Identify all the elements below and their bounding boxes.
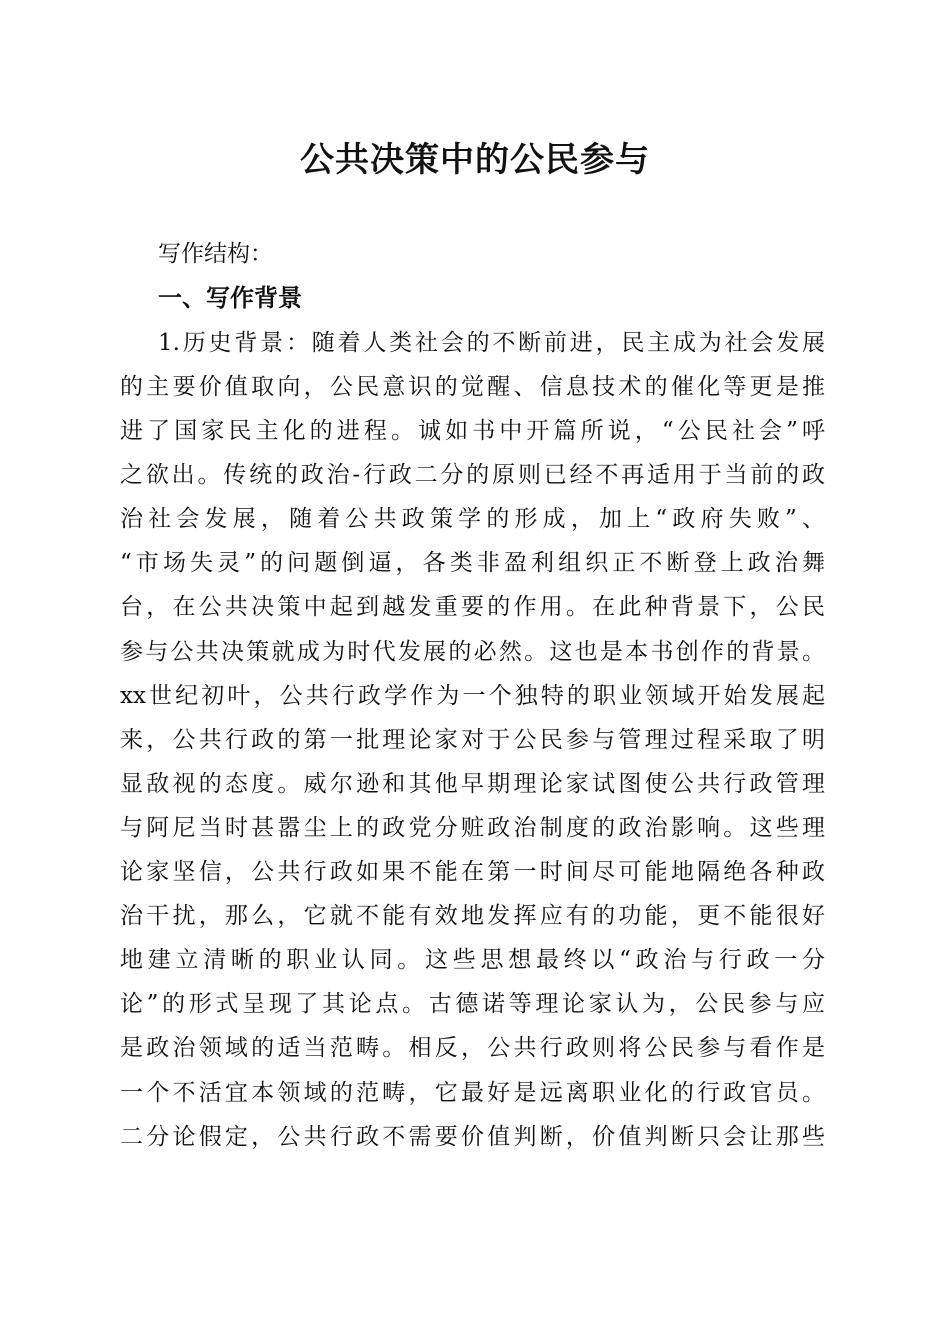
- paragraph-line: 是政治领域的适当范畴。相反，公共行政则将公民参与看作是: [120, 1035, 825, 1061]
- paragraph-line: 地建立清晰的职业认同。这些思想最终以“政治与行政一分: [120, 947, 825, 973]
- document-title: 公共决策中的公民参与: [300, 140, 650, 180]
- paragraph-line: 治干扰，那么，它就不能有效地发挥应有的功能，更不能很好: [120, 903, 825, 929]
- paragraph-line: “市场失灵”的问题倒逼，各类非盈利组织正不断登上政治舞: [120, 550, 825, 576]
- paragraph-line: 治社会发展，随着公共政策学的形成，加上“政府失败”、: [120, 506, 825, 532]
- section-heading: 一、写作背景: [158, 284, 302, 312]
- structure-label: 写作结构：: [158, 241, 273, 267]
- paragraph-line: 参与公共决策就成为时代发展的必然。这也是本书创作的背景。: [120, 639, 825, 665]
- paragraph-line: 论家坚信，公共行政如果不能在第一时间尽可能地隔绝各种政: [120, 859, 825, 885]
- paragraph-line: 来，公共行政的第一批理论家对于公民参与管理过程采取了明: [120, 727, 825, 753]
- paragraph-line: 显敌视的态度。威尔逊和其他早期理论家试图使公共行政管理: [120, 771, 825, 797]
- paragraph-line: 1.历史背景：随着人类社会的不断前进，民主成为社会发展: [158, 330, 825, 356]
- paragraph-line: 一个不活宜本领域的范畴，它最好是远离职业化的行政官员。: [120, 1080, 825, 1106]
- paragraph-line: 二分论假定，公共行政不需要价值判断，价值判断只会让那些: [120, 1124, 825, 1150]
- paragraph-line: xx世纪初叶，公共行政学作为一个独特的职业领域开始发展起: [120, 683, 825, 709]
- paragraph-line: 论”的形式呈现了其论点。古德诺等理论家认为，公民参与应: [120, 991, 825, 1017]
- paragraph-line: 台，在公共决策中起到越发重要的作用。在此种背景下，公民: [120, 594, 825, 620]
- paragraph-line: 之欲出。传统的政治-行政二分的原则已经不再适用于当前的政: [120, 462, 825, 488]
- paragraph-line: 与阿尼当时甚嚣尘上的政党分赃政治制度的政治影响。这些理: [120, 815, 825, 841]
- paragraph-line: 进了国家民主化的进程。诚如书中开篇所说，“公民社会”呼: [120, 418, 825, 444]
- paragraph-line: 的主要价值取向，公民意识的觉醒、信息技术的催化等更是推: [120, 374, 825, 400]
